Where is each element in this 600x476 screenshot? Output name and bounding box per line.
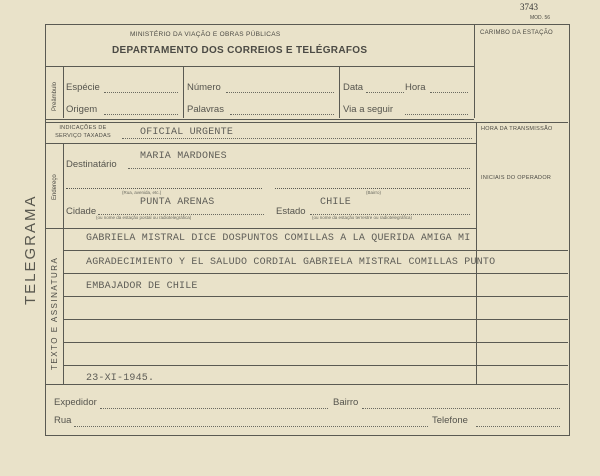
cidade-hint: (ou nome da estação postal ou radiotelegráfica) <box>96 215 192 220</box>
expedidor-label: Expedidor <box>54 397 97 408</box>
indicacoes-top-line <box>46 122 568 123</box>
bairro-hint: (Bairro) <box>366 190 382 195</box>
footer-rua-field[interactable] <box>74 426 428 427</box>
right-column-divider <box>476 122 477 384</box>
stamp-label: CARIMBO DA ESTAÇÃO <box>480 30 553 36</box>
footer-bairro-label: Bairro <box>333 397 359 408</box>
especie-label: Espécie <box>66 82 100 93</box>
address-bottom-line <box>46 228 476 229</box>
hora-label: Hora <box>405 82 426 93</box>
handwritten-number: 3743 <box>520 2 538 12</box>
preamble-box <box>46 66 474 120</box>
text-rule-5 <box>63 342 568 343</box>
telefone-label: Telefone <box>432 415 468 426</box>
rua-line <box>66 188 262 189</box>
footer-bairro-field[interactable] <box>362 408 560 409</box>
text-rule-6 <box>63 365 568 366</box>
numero-field[interactable] <box>226 92 334 93</box>
indicacoes-field <box>122 138 472 139</box>
preamble-side-label: Preâmbulo <box>52 81 58 111</box>
text-rule-3 <box>63 296 568 297</box>
footer-rua-label: Rua <box>54 415 72 426</box>
preamble-side-divider <box>63 66 64 118</box>
preamble-col-divider-2 <box>339 66 340 118</box>
via-label: Via a seguir <box>343 104 393 115</box>
text-rule-4 <box>63 319 568 320</box>
cidade-value: PUNTA ARENAS <box>140 197 215 208</box>
destinatario-value: MARIA MARDONES <box>140 151 227 162</box>
estado-label: Estado <box>276 206 306 217</box>
telegrama-title: TELEGRAMA <box>22 194 39 305</box>
preamble-col-divider-1 <box>183 66 184 118</box>
destinatario-field[interactable] <box>128 168 470 169</box>
estado-hint: (ou nome da estação terrestre ou radiotelegráfica) <box>312 215 413 220</box>
text-side-divider <box>63 228 64 384</box>
message-date: 23-XI-1945. <box>86 373 155 384</box>
text-side-label: TEXTO E ASSINATURA <box>50 256 59 370</box>
indicacoes-value: OFICIAL URGENTE <box>140 127 234 138</box>
address-side-divider <box>63 143 64 228</box>
hora-field[interactable] <box>430 92 468 93</box>
expedidor-field[interactable] <box>100 408 328 409</box>
rua-hint: (Rua, avenida, etc.) <box>122 190 162 195</box>
text-rule-1 <box>63 250 568 251</box>
hora-transmissao-label: HORA DA TRANSMISSÃO <box>481 126 553 132</box>
ministry-title: MINISTÉRIO DA VIAÇÃO E OBRAS PÚBLICAS <box>130 31 281 38</box>
form-code: MOD. 56 <box>530 15 551 21</box>
cidade-label: Cidade <box>66 206 97 217</box>
palavras-label: Palavras <box>187 104 224 115</box>
message-line-2: AGRADECIMIENTO Y EL SALUDO CORDIAL GABRIELA MISTRAL COMILLAS PUNTO <box>86 257 496 268</box>
palavras-field[interactable] <box>230 114 334 115</box>
via-field[interactable] <box>405 114 468 115</box>
data-label: Data <box>343 82 364 93</box>
origem-field[interactable] <box>104 114 178 115</box>
header-divider <box>474 24 475 118</box>
especie-field[interactable] <box>104 92 178 93</box>
text-rule-2 <box>63 273 568 274</box>
footer-top-line <box>46 384 568 385</box>
address-side-label: Endereço <box>52 174 58 200</box>
message-line-3: EMBAJADOR DE CHILE <box>86 281 198 292</box>
iniciais-operador-label: INICIAIS DO OPERADOR <box>481 175 552 181</box>
indicacoes-label: INDICAÇÕES DE SERVIÇO TAXADAS <box>55 125 111 139</box>
destinatario-label: Destinatário <box>66 159 117 170</box>
numero-label: Número <box>187 82 221 93</box>
message-line-1: GABRIELA MISTRAL DICE DOSPUNTOS COMILLAS A LA QUERIDA AMIGA MI <box>86 233 471 244</box>
estado-value: CHILE <box>320 197 352 208</box>
bairro-line <box>275 188 470 189</box>
indicacoes-bottom-line <box>46 143 476 144</box>
department-title: DEPARTAMENTO DOS CORREIOS E TELÉGRAFOS <box>112 45 368 56</box>
data-field[interactable] <box>366 92 404 93</box>
origem-label: Origem <box>66 104 98 115</box>
telefone-field[interactable] <box>476 426 560 427</box>
